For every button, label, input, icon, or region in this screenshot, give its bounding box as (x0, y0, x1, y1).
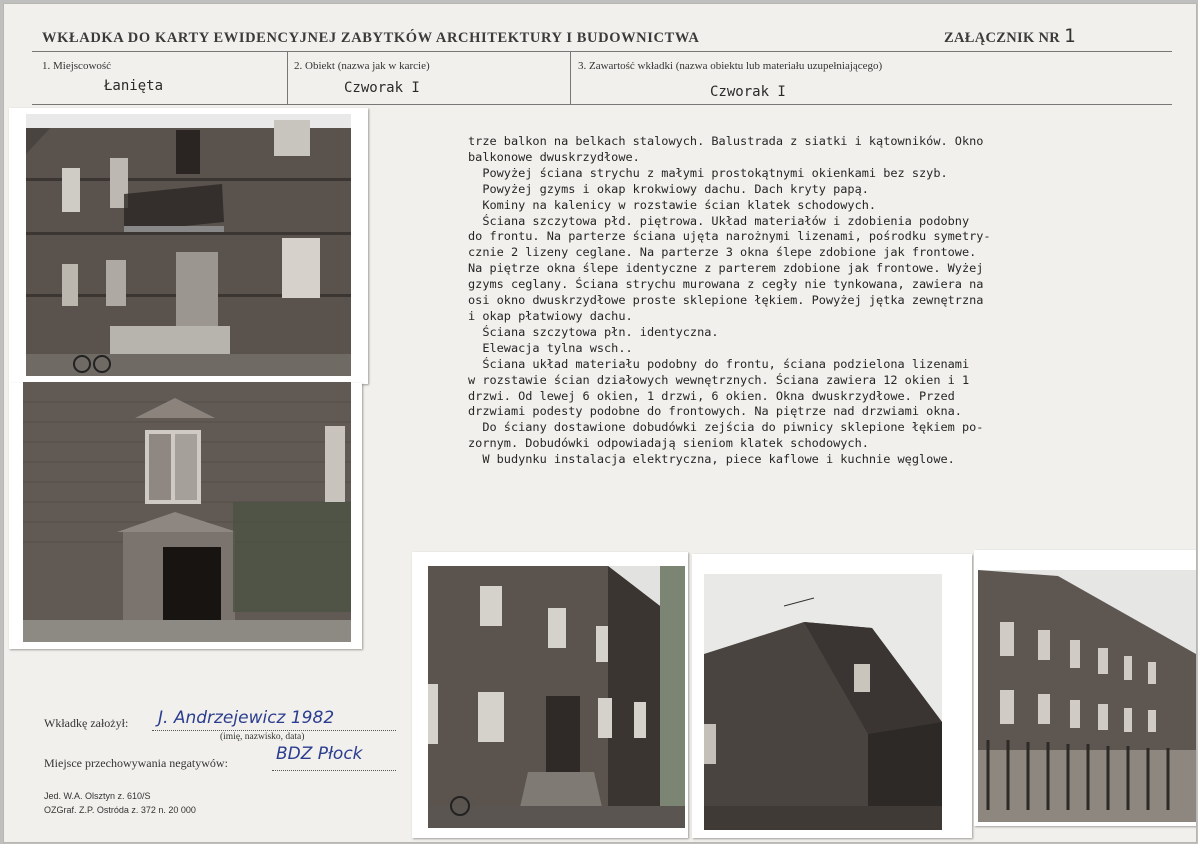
print-line-1: Jed. W.A. Olsztyn z. 610/S (44, 791, 151, 801)
form-title: WKŁADKA DO KARTY EWIDENCYJNEJ ZABYTKÓW ARCHITEKTURY I BUDOWNICTWA (42, 30, 700, 46)
description-line: Kominy na kalenicy w rozstawie ścian klatek schodowych. (482, 197, 877, 212)
photo-cellar-entrance (9, 383, 362, 649)
description-line: zornym. Dobudówki odpowiadają sieniom klatek schodowych. (468, 436, 869, 451)
description-line: W budynku instalacja elektryczna, piece kaflowe i kuchnie węglowe. (468, 452, 955, 467)
object-hint: (nazwa jak w karcie) (337, 60, 430, 72)
print-line-2: OZGraf. Z.P. Ostróda z. 372 n. 20 000 (44, 805, 196, 815)
description-line: Elewacja tylna wsch.. (482, 340, 633, 355)
negatives-label: Miejsce przechowywania negatywów: (44, 756, 228, 770)
author-hint: (imię, nazwisko, data) (220, 732, 305, 742)
description-line: drzwiami podesty podobne do frontowych. Na piętrze nad drzwiami okna. (468, 404, 962, 419)
description-line: Powyżej gzyms i okap krokwiowy dachu. Dach kryty papą. (482, 181, 869, 196)
object-value: Czworak I (344, 80, 420, 96)
negatives-value: BDZ Płock (276, 744, 363, 764)
photo-cellar-entrance-image (23, 382, 351, 642)
description-line: Ściana układ materiału podobny do frontu, ściana podzielona lizenami (482, 356, 970, 371)
description-line: Ściana szczytowa płd. piętrowa. Układ materiałów i zdobienia podobny (482, 213, 970, 228)
description-line: osi okno dwuskrzydłowe proste sklepione łękiem. Powyżej jętka zewnętrzna (468, 293, 984, 308)
description-line: drzwi. Od lewej 6 okien, 1 drzwi, 6 okien. Okna dwuskrzydłowe. Przed (468, 388, 955, 403)
field-divider-2 (570, 52, 571, 104)
description-text (468, 134, 1178, 468)
content-value: Czworak I (710, 84, 786, 100)
field-divider-1 (287, 52, 288, 104)
inventory-insert-sheet (3, 3, 1197, 843)
photo-rear-elevation (974, 550, 1197, 826)
object-label: 2. Obiekt (nazwa jak w karcie) (294, 60, 430, 72)
description-line: balkonowe dwuskrzydłowe. (468, 149, 640, 164)
header-rule (32, 51, 1172, 52)
photo-gable-wall-image (704, 574, 942, 830)
photo-front-balcony-image (26, 114, 351, 376)
fields-rule (32, 104, 1172, 105)
description-line: w rozstawie ścian działowych wewnętrznych. Ściana zawiera 12 okien i 1 (468, 372, 970, 387)
locality-label: 1. Miejscowość (42, 60, 112, 72)
annex-label: ZAŁĄCZNIK NR 1 (944, 25, 1076, 47)
author-label: Wkładkę założył: (44, 716, 129, 730)
photo-rear-elevation-image (978, 570, 1196, 822)
photo-building-corner-image (428, 566, 685, 828)
locality-value: Łanięta (104, 78, 164, 94)
description-line: gzyms ceglany. Ściana strychu murowana z cegły nie tynkowana, zawiera na (468, 277, 984, 292)
photo-building-corner (412, 552, 688, 838)
description-line: Na piętrze okna ślepe identyczne z parterem zdobione jak frontowe. Wyżej (468, 261, 984, 276)
content-hint: (nazwa obiektu lub materiału uzupełniającego) (675, 60, 883, 72)
photo-front-balcony (9, 108, 368, 384)
description-line: Powyżej ściana strychu z małymi prostokątnymi okienkami bez szyb. (482, 165, 948, 180)
annex-number: 1 (1064, 25, 1076, 47)
author-line (152, 730, 396, 731)
description-line: Ściana szczytowa płn. identyczna. (482, 324, 719, 339)
negatives-line (272, 770, 396, 771)
photo-gable-wall (692, 554, 972, 838)
content-label: 3. Zawartość wkładki (nazwa obiektu lub materiału uzupełniającego) (578, 60, 883, 72)
author-value: J. Andrzejewicz 1982 (158, 708, 335, 728)
description-line: trze balkon na belkach stalowych. Balustrada z siatki i kątowników. Okno (468, 134, 984, 148)
description-line: do frontu. Na parterze ściana ujęta narożnymi lizenami, pośrodku symetry- (468, 229, 991, 244)
description-line: i okap płatwiowy dachu. (468, 308, 633, 323)
description-line: cznie 2 lizeny ceglane. Na parterze 3 okna ślepe zdobione jak frontowe. (468, 245, 977, 260)
description-line: Do ściany dostawione dobudówki zejścia do piwnicy sklepione łękiem po- (482, 420, 984, 435)
